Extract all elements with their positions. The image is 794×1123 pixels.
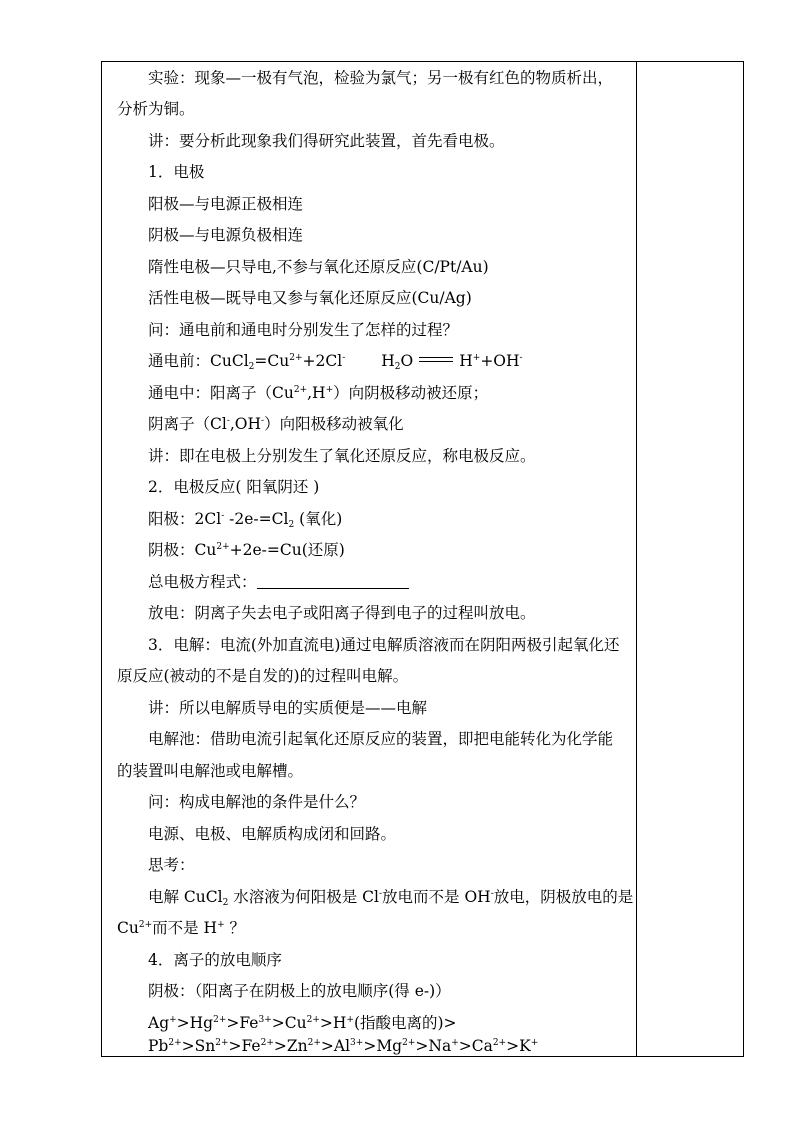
line-cation-order-2: $Pb^{2+}>Sn^{2+}>Fe^{2+}>Zn^{2+}>Al^{3+}>Mg^{2+}>Na^+>Ca^{2+}>K^+$ xyxy=(148,1037,539,1055)
line-experiment-cont: 分析为铜。 xyxy=(117,100,195,118)
column-divider xyxy=(636,62,637,1056)
answer-blank xyxy=(257,574,409,589)
heading-electrode-reaction: 2．电极反应( 阳氧阴还 ) xyxy=(148,478,320,496)
line-cathode-reaction: 阴极：$Cu^{2+}+2e-=Cu$(还原) xyxy=(148,541,345,559)
line-cell-def: 电解池：借助电流引起氧化还原反应的装置，即把电能转化为化学能 xyxy=(148,730,614,748)
line-think: 思考： xyxy=(148,856,195,874)
heading-discharge-order: 4．离子的放电顺序 xyxy=(148,951,282,969)
line-conditions: 电源、电极、电解质构成闭和回路。 xyxy=(148,825,397,843)
line-think-question-cont: $Cu^{2+}$而不是 H+ ？ xyxy=(117,919,246,937)
line-lecture-3: 讲：所以电解质导电的实质便是——电解 xyxy=(148,699,428,717)
line-question-1: 问：通电前和通电时分别发生了怎样的过程？ xyxy=(148,321,459,339)
line-discharge-def: 放电：阴离子失去电子或阳离子得到电子的过程叫放电。 xyxy=(148,604,536,622)
heading-electrode: 1．电极 xyxy=(148,163,205,181)
line-question-2: 问：构成电解池的条件是什么？ xyxy=(148,793,366,811)
line-during-current: 通电中：阳离子$(Cu^{2+},H^+)$向阴极移动被还原； xyxy=(148,384,489,402)
equilibrium-arrow xyxy=(419,355,453,365)
lesson-table xyxy=(101,61,744,1057)
line-cathode-order: 阴极：（阳离子在阴极上的放电顺序(得 e-)） xyxy=(148,982,451,1000)
line-total-equation: 总电极方程式： xyxy=(148,570,409,592)
line-cell-def-cont: 的装置叫电解池或电解槽。 xyxy=(117,762,304,780)
line-inert-electrode: 隋性电极—只导电,不参与氧化还原反应(C/Pt/Au) xyxy=(148,258,489,276)
line-cathode-def: 阴极—与电源负极相连 xyxy=(148,226,304,244)
line-before-current: 通电前：$CuCl_2=Cu^{2+}+2Cl^-$ $H_2O$ H++OH- xyxy=(148,352,523,372)
line-electrolysis-def: 3．电解：电流(外加直流电)通过电解质溶液而在阴阳两极引起氧化还 xyxy=(148,636,620,654)
line-active-electrode: 活性电极—既导电又参与氧化还原反应(Cu/Ag) xyxy=(148,289,472,307)
line-experiment: 实验：现象—一极有气泡，检验为氯气；另一极有红色的物质析出， xyxy=(148,69,614,87)
line-lecture-1: 讲：要分析此现象我们得研究此装置，首先看电极。 xyxy=(148,132,505,150)
line-electrolysis-def-cont: 原反应(被动的不是自发的)的过程叫电解。 xyxy=(117,667,409,685)
line-anode-reaction: 阳极：2Cl- $-2e-=Cl_2$ (氧化) xyxy=(148,510,343,530)
line-lecture-2: 讲：即在电极上分别发生了氧化还原反应，称电极反应。 xyxy=(148,447,536,465)
line-anode-def: 阳极—与电源正极相连 xyxy=(148,195,304,213)
line-anion-move: 阴离子（Cl-,OH-）向阳极移动被氧化 xyxy=(148,415,404,433)
line-cation-order-1: $Ag^+>Hg^{2+}>Fe^{3+}>Cu^{2+}>H^+$(指酸电离的)> xyxy=(148,1014,457,1032)
line-think-question: 电解 CuCl$_2$ 水溶液为何阳极是 Cl-放电而不是 OH-放电，阴极放电的是 xyxy=(148,888,634,908)
